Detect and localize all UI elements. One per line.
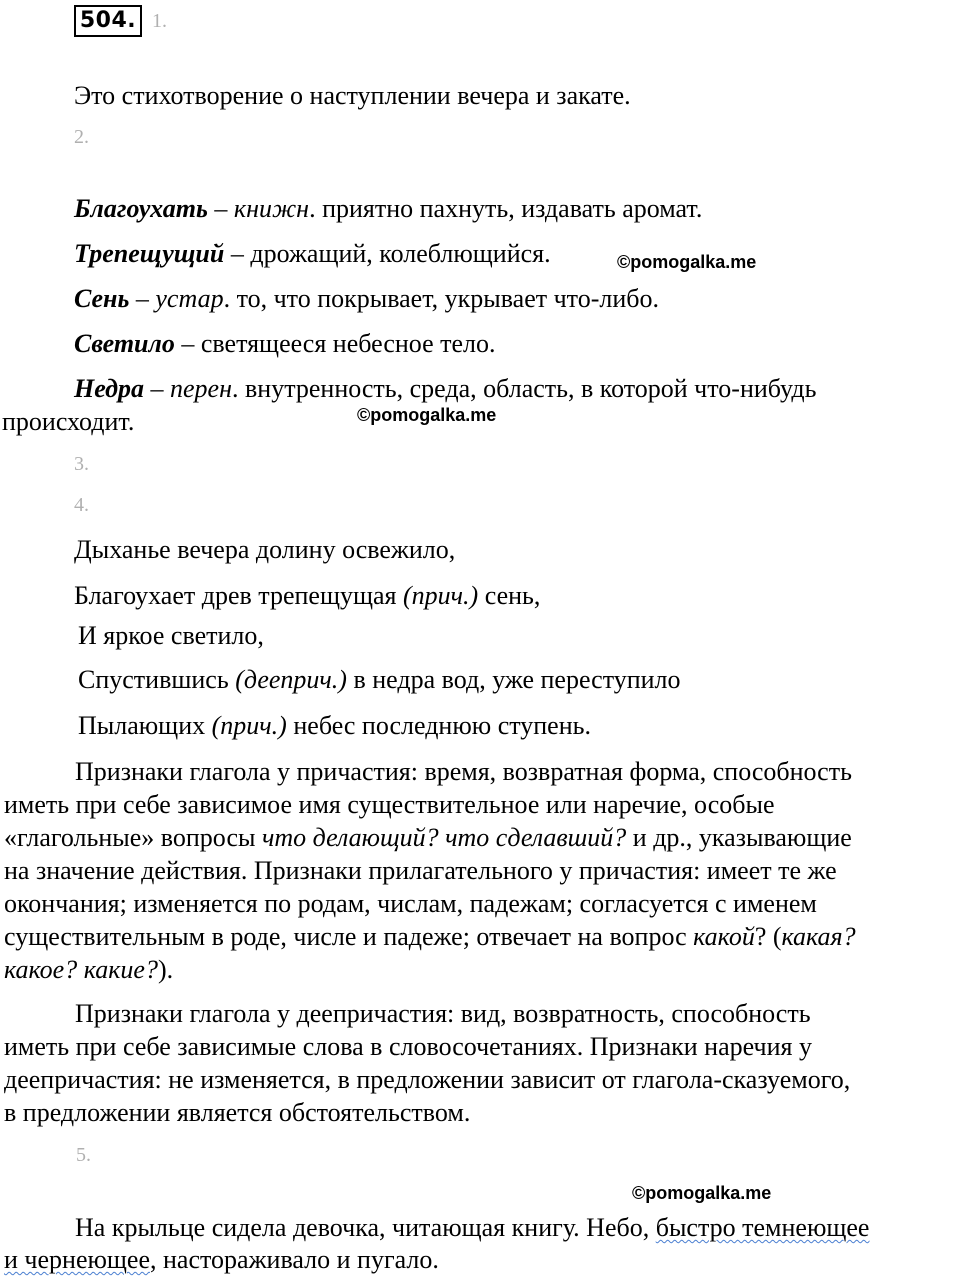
poem-text-after: сень, (478, 581, 541, 610)
poem-line (74, 534, 455, 566)
paragraph-2-line: в предложении является обстоятельством. (4, 1098, 471, 1127)
definition-word: Недра (74, 374, 145, 403)
poem-text: Спустившись (78, 665, 236, 694)
definition-note: книжн (233, 194, 310, 223)
definition-item (74, 238, 551, 270)
poem-annotation: (прич.) (403, 581, 479, 610)
paragraph-1-line: окончания; изменяется по родам, числам, падежам; согласуется с именем (4, 889, 817, 918)
definition-item (74, 328, 496, 360)
poem-text: Благоухает древ трепещущая (74, 581, 403, 610)
answer-5-line (75, 1212, 869, 1244)
definition-text: . внутренность, среда, область, в которой что-нибудь (232, 374, 817, 403)
poem-line (78, 620, 264, 652)
paragraph-1-line (4, 921, 856, 953)
watermark: ©pomogalka.me (617, 252, 757, 272)
definition-note: перен (170, 374, 232, 403)
definition-word: Благоухать (74, 194, 208, 223)
section-4-number: 4. (74, 494, 89, 516)
text-run: , настораживало и пугало. (150, 1245, 439, 1274)
poem-text: Пылающих (78, 711, 212, 740)
poem-annotation: (прич.) (211, 711, 287, 740)
underlined-phrase: быстро темнеющее (655, 1213, 870, 1242)
definition-item (74, 193, 702, 225)
poem-text: Дыханье вечера долину освежило, (74, 535, 456, 564)
italic-question: какой (693, 922, 755, 951)
task-number-box: 504. (74, 5, 142, 37)
answer-1-text: Это стихотворение о наступлении вечера и закате. (74, 81, 631, 110)
paragraph-2-line: Признаки глагола у деепричастия: вид, возвратность, способность (75, 999, 811, 1028)
paragraph-1-line (4, 954, 173, 986)
text-run: и др., указывающие (626, 823, 852, 852)
definition-word: Трепещущий (74, 239, 225, 268)
text-run: ). (157, 955, 174, 984)
italic-question: какое? какие? (4, 955, 158, 984)
definition-word: Сень (74, 284, 130, 313)
section-1-number: 1. (152, 10, 167, 32)
definition-text: . то, что покрывает, укрывает что-либо. (223, 284, 659, 313)
paragraph-1-line: на значение действия. Признаки прилагательного у причастия: имеет те же (4, 856, 837, 885)
text-run: На крыльце сидела девочка, читающая книгу. Небо, (75, 1213, 656, 1242)
text-run: существительным в роде, числе и падеже; отвечает на вопрос (4, 922, 694, 951)
poem-text: И яркое светило, (78, 621, 264, 650)
section-5-number: 5. (76, 1144, 91, 1166)
definition-item (74, 283, 659, 315)
poem-line (74, 580, 540, 612)
paragraph-2-line: деепричастия: не изменяется, в предложении зависит от глагола-сказуемого, (4, 1065, 851, 1094)
paragraph-1-line: Признаки глагола у причастия: время, возвратная форма, способность (75, 757, 852, 786)
watermark: ©pomogalka.me (357, 405, 497, 425)
section-2-number: 2. (74, 126, 89, 148)
definition-text: дрожащий, колеблющийся. (250, 239, 551, 268)
poem-line (78, 710, 591, 742)
watermark: ©pomogalka.me (632, 1183, 772, 1203)
poem-annotation: (дееприч.) (235, 665, 347, 694)
underlined-phrase: и чернеющее (4, 1245, 151, 1274)
definition-text: светящееся небесное тело. (200, 329, 496, 358)
poem-text-after: в недра вод, уже переступило (346, 665, 681, 694)
definition-dash: – (174, 329, 201, 358)
answer-5-line (4, 1244, 439, 1276)
text-run: ? ( (754, 922, 782, 951)
paragraph-1-line (4, 822, 852, 854)
definition-word: Светило (74, 329, 175, 358)
definition-dash: – (224, 239, 251, 268)
poem-text-after: небес последнюю ступень. (286, 711, 591, 740)
definition-continuation: происходит. (2, 407, 135, 436)
definition-dash: – (144, 374, 171, 403)
definition-text: . приятно пахнуть, издавать аромат. (309, 194, 703, 223)
definition-note: устар (155, 284, 224, 313)
section-3-number: 3. (74, 453, 89, 475)
italic-question: какая? (781, 922, 856, 951)
paragraph-2-line: иметь при себе зависимые слова в словосочетаниях. Признаки наречия у (4, 1032, 812, 1061)
definition-dash: – (207, 194, 234, 223)
paragraph-1-line: иметь при себе зависимое имя существительное или наречие, особые (4, 790, 775, 819)
definition-dash: – (129, 284, 156, 313)
poem-line (78, 664, 681, 696)
text-run: «глагольные» вопросы (4, 823, 262, 852)
definition-item (74, 373, 816, 405)
italic-questions: что делающий? что сделавший? (261, 823, 627, 852)
